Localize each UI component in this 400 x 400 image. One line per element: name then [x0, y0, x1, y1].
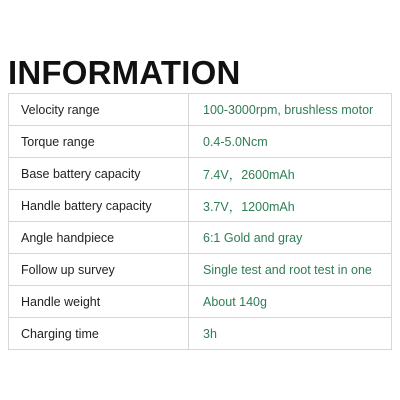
spec-value: 7.4V，2600mAh: [189, 158, 392, 190]
spec-label: Charging time: [9, 318, 189, 350]
table-row: [9, 158, 392, 190]
spec-label: Handle weight: [9, 286, 189, 318]
spec-value: 100-3000rpm, brushless motor: [189, 94, 392, 126]
spec-value: 3.7V，1200mAh: [189, 190, 392, 222]
spec-value: About 140g: [189, 286, 392, 318]
spec-value: Single test and root test in one: [189, 254, 392, 286]
table-row: [9, 126, 392, 158]
spec-value: 3h: [189, 318, 392, 350]
spec-table: [8, 93, 392, 350]
table-row: [9, 254, 392, 286]
spec-label: Angle handpiece: [9, 222, 189, 254]
spec-label: Base battery capacity: [9, 158, 189, 190]
spec-value: 6:1 Gold and gray: [189, 222, 392, 254]
spec-value: 0.4-5.0Ncm: [189, 126, 392, 158]
spec-label: Handle battery capacity: [9, 190, 189, 222]
spec-label: Torque range: [9, 126, 189, 158]
table-row: [9, 190, 392, 222]
spec-label: Follow up survey: [9, 254, 189, 286]
table-row: [9, 318, 392, 350]
table-row: [9, 222, 392, 254]
spec-label: Velocity range: [9, 94, 189, 126]
table-row: [9, 94, 392, 126]
page-title: INFORMATION: [8, 54, 241, 91]
table-row: [9, 286, 392, 318]
